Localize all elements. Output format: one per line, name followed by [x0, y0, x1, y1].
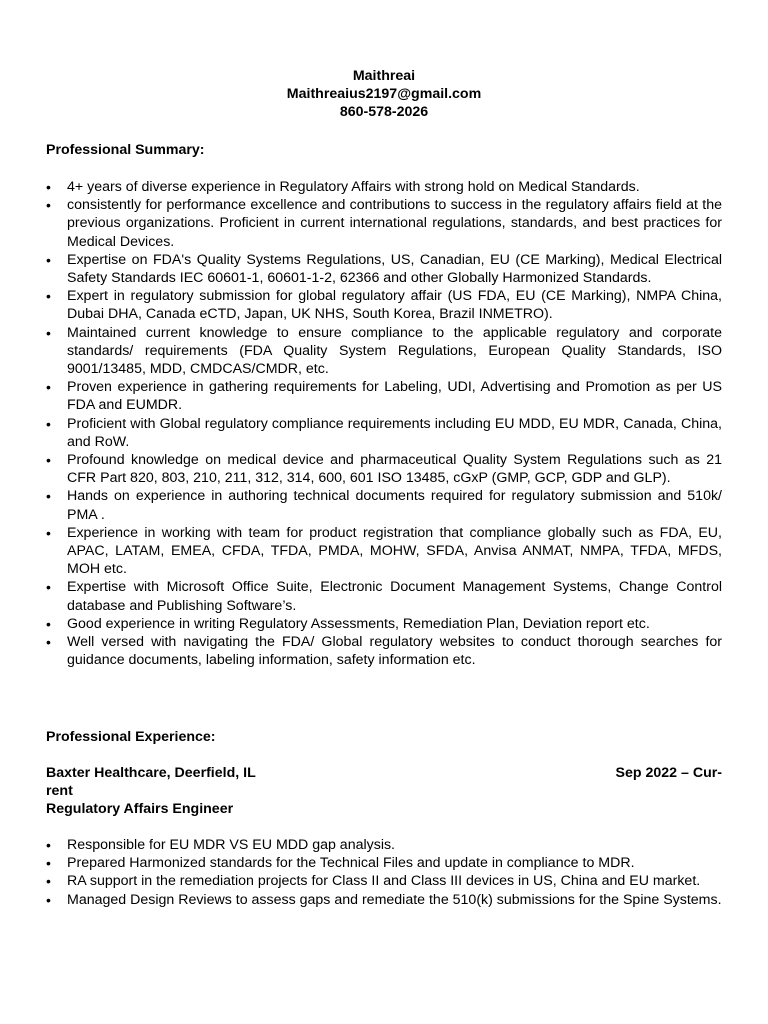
- job-title: Regulatory Affairs Engineer: [46, 801, 234, 817]
- experience-heading: Professional Experience:: [46, 729, 216, 745]
- list-item: • Responsible for EU MDR VS EU MDD gap analysis.: [46, 836, 722, 854]
- list-item: • Good experience in writing Regulatory Assessments, Remediation Plan, Deviation report etc.: [46, 615, 722, 633]
- list-item: • Expertise on FDA's Quality Systems Regulations, US, Canadian, EU (CE Marking), Medical Electrical Safety Standards IEC 60601-1, 60601-1-2, 62366 and other Globally Harmonized Standards.: [46, 251, 722, 287]
- summary-heading: Professional Summary:: [46, 142, 205, 158]
- summary-list: [46, 178, 722, 669]
- list-item: • 4+ years of diverse experience in Regulatory Affairs with strong hold on Medical Standards.: [46, 178, 722, 196]
- experience-list: [46, 836, 722, 909]
- list-item: • Experience in working with team for product registration that compliance globally such as FDA, EU, APAC, LATAM, EMEA, CFDA, TFDA, PMDA, MOHW, SFDA, Anvisa ANMAT, NMPA, TFDA, MFDS, MOH etc.: [46, 524, 722, 579]
- list-item: • Prepared Harmonized standards for the Technical Files and update in compliance to MDR.: [46, 854, 722, 872]
- list-item: • Profound knowledge on medical device and pharmaceutical Quality System Regulations such as 21 CFR Part 820, 803, 210, 211, 312, 314, 600, 601 ISO 13485, cGxP (GMP, GCP, GDP and GLP).: [46, 451, 722, 487]
- list-item: • Expert in regulatory submission for global regulatory affair (US FDA, EU (CE Marking), NMPA China, Dubai DHA, Canada eCTD, Japan, UK NHS, South Korea, Brazil INMETRO).: [46, 287, 722, 323]
- list-item: • Expertise with Microsoft Office Suite, Electronic Document Management Systems, Change Control database and Publishing Software’s.: [46, 578, 722, 614]
- employment-dates: Sep 2022 – Cur-: [615, 765, 722, 781]
- list-item: • Maintained current knowledge to ensure compliance to the applicable regulatory and corporate standards/ requirements (FDA Quality System Regulations, European Quality Standards, ISO 9001/13485, MDD, CMDCAS/CMDR, etc.: [46, 324, 722, 379]
- list-item: • Managed Design Reviews to assess gaps and remediate the 510(k) submissions for the Spine Systems.: [46, 891, 722, 909]
- company-name: Baxter Healthcare, Deerfield, IL: [46, 765, 256, 781]
- candidate-email: Maithreaius2197@gmail.com: [286, 86, 482, 103]
- list-item: • Proven experience in gathering requirements for Labeling, UDI, Advertising and Promotion as per US FDA and EUMDR.: [46, 378, 722, 414]
- list-item: • Well versed with navigating the FDA/ Global regulatory websites to conduct thorough searches for guidance documents, labeling information, safety information etc.: [46, 633, 722, 669]
- list-item: • Hands on experience in authoring technical documents required for regulatory submission and 510k/ PMA .: [46, 487, 722, 523]
- list-item: • consistently for performance excellence and contributions to success in the regulatory affairs field at the previous organizations. Proficient in current international regulations, standards, and best practices for Medical Devices.: [46, 196, 722, 251]
- candidate-name: Maithreai: [352, 68, 416, 84]
- list-item: • Proficient with Global regulatory compliance requirements including EU MDD, EU MDR, Canada, China, and RoW.: [46, 415, 722, 451]
- resume-header: [0, 67, 768, 122]
- candidate-phone: 860-578-2026: [339, 104, 429, 121]
- list-item: • RA support in the remediation projects for Class II and Class III devices in US, China and EU market.: [46, 872, 722, 890]
- employment-dates-continued: rent: [46, 783, 73, 799]
